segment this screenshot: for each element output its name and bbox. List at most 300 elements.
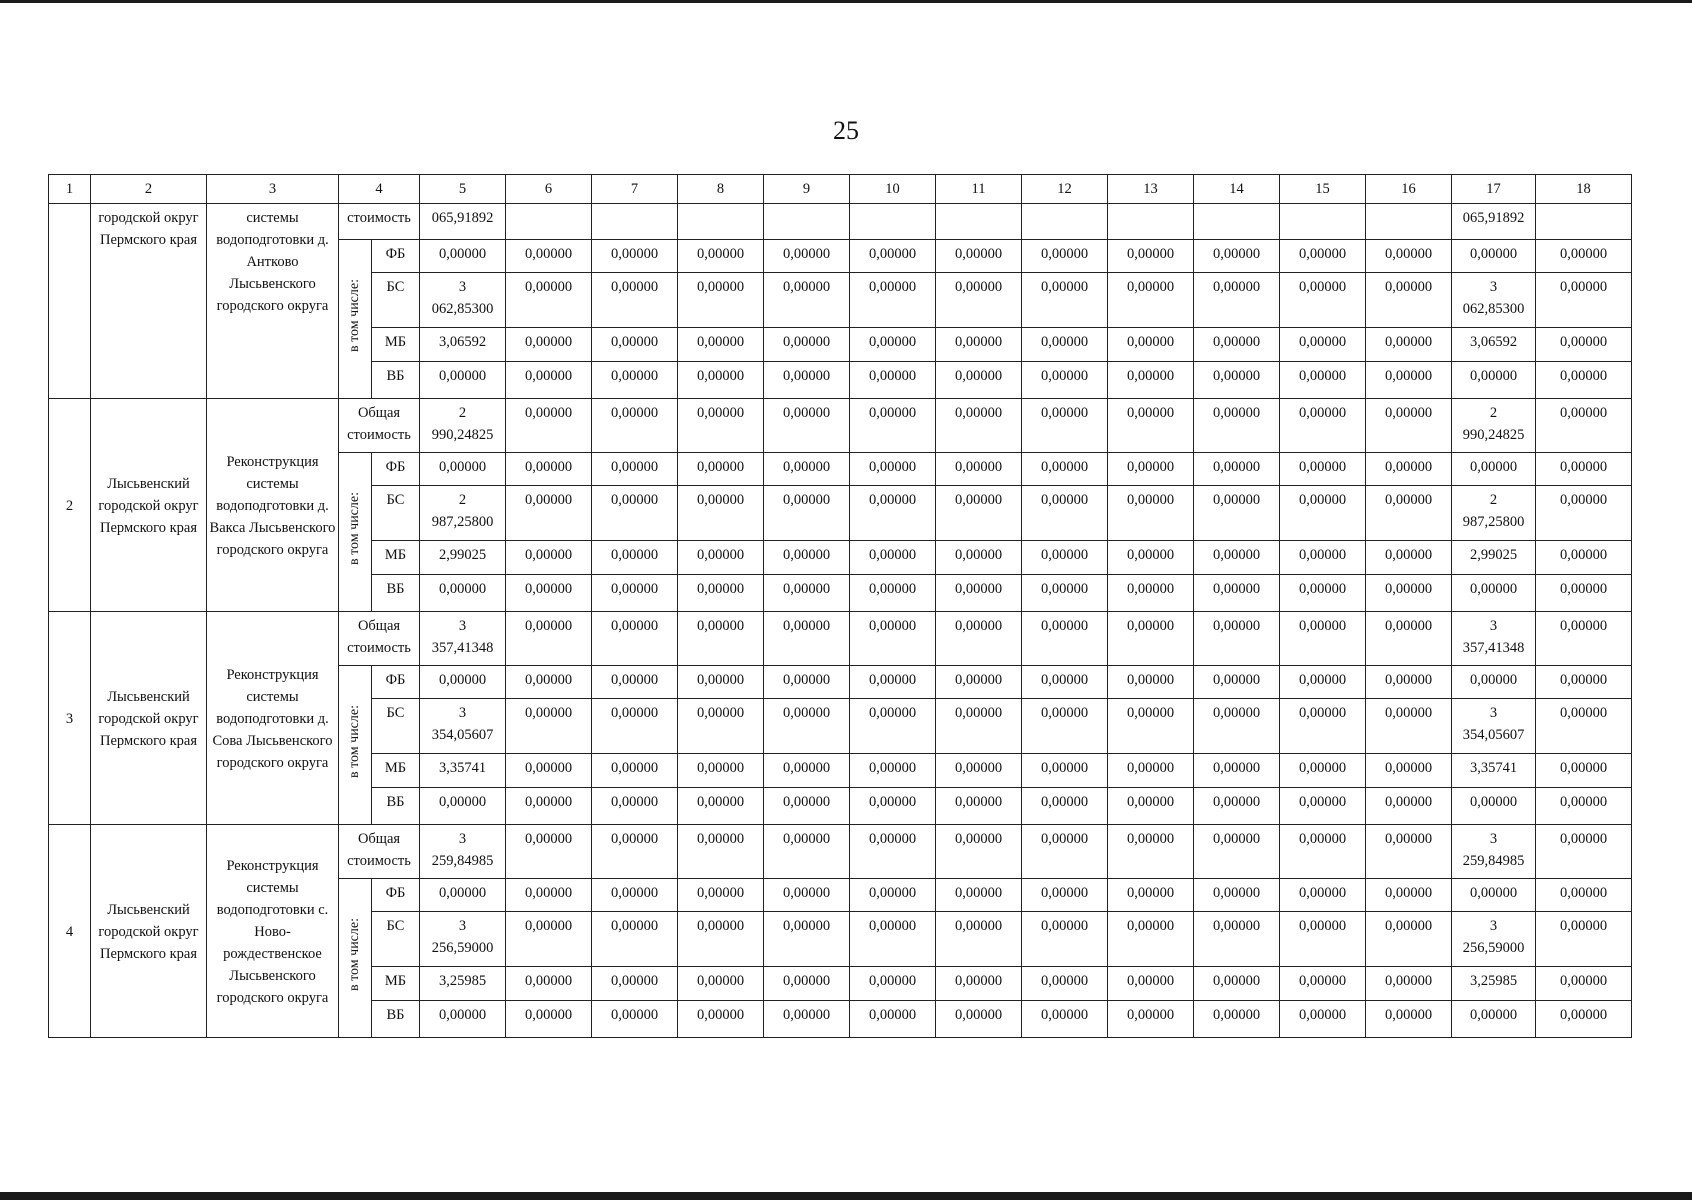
total-col13 xyxy=(1108,204,1194,240)
column-number-2: 2 xyxy=(91,175,207,204)
value-col5: 3,06592 xyxy=(420,328,506,362)
including-label: в том числе: xyxy=(347,279,362,352)
total-col14: 0,00000 xyxy=(1194,612,1280,666)
value-col13: 0,00000 xyxy=(1108,699,1194,754)
total-col7: 0,00000 xyxy=(592,399,678,453)
value-col6: 0,00000 xyxy=(506,666,592,699)
value-col9: 0,00000 xyxy=(764,453,850,486)
column-number-14: 14 xyxy=(1194,175,1280,204)
value-col7: 0,00000 xyxy=(592,967,678,1001)
value-col17: 0,00000 xyxy=(1452,788,1536,825)
value-col11: 0,00000 xyxy=(936,362,1022,399)
value-col14: 0,00000 xyxy=(1194,879,1280,912)
value-col16: 0,00000 xyxy=(1366,240,1452,273)
value-col7: 0,00000 xyxy=(592,273,678,328)
including-label-cell xyxy=(339,240,372,399)
value-col14: 0,00000 xyxy=(1194,575,1280,612)
total-col6: 0,00000 xyxy=(506,399,592,453)
funding-source-1: БС xyxy=(372,486,420,541)
value-col9: 0,00000 xyxy=(764,879,850,912)
value-col9: 0,00000 xyxy=(764,541,850,575)
value-col16: 0,00000 xyxy=(1366,575,1452,612)
total-col15 xyxy=(1280,204,1366,240)
value-col7: 0,00000 xyxy=(592,486,678,541)
value-col5: 0,00000 xyxy=(420,788,506,825)
project-name: Реконструкция системы водоподготовки д. Вакса Лысьвенского городского округа xyxy=(207,399,339,612)
value-col10: 0,00000 xyxy=(850,699,936,754)
scan-top-edge xyxy=(0,0,1692,3)
value-col18: 0,00000 xyxy=(1536,575,1632,612)
value-col9: 0,00000 xyxy=(764,754,850,788)
total-col18: 0,00000 xyxy=(1536,612,1632,666)
column-number-4: 4 xyxy=(339,175,420,204)
funding-source-3: ВБ xyxy=(372,1001,420,1038)
value-col6: 0,00000 xyxy=(506,912,592,967)
value-col14: 0,00000 xyxy=(1194,541,1280,575)
value-col15: 0,00000 xyxy=(1280,967,1366,1001)
value-col14: 0,00000 xyxy=(1194,1001,1280,1038)
value-col13: 0,00000 xyxy=(1108,328,1194,362)
value-col18: 0,00000 xyxy=(1536,666,1632,699)
value-col16: 0,00000 xyxy=(1366,328,1452,362)
value-col6: 0,00000 xyxy=(506,967,592,1001)
value-col12: 0,00000 xyxy=(1022,879,1108,912)
value-col17: 3 062,85300 xyxy=(1452,273,1536,328)
total-col6: 0,00000 xyxy=(506,825,592,879)
value-col5: 0,00000 xyxy=(420,453,506,486)
funding-source-2: МБ xyxy=(372,328,420,362)
total-col12: 0,00000 xyxy=(1022,612,1108,666)
value-col12: 0,00000 xyxy=(1022,788,1108,825)
value-col9: 0,00000 xyxy=(764,328,850,362)
total-col10: 0,00000 xyxy=(850,612,936,666)
value-col13: 0,00000 xyxy=(1108,575,1194,612)
column-number-15: 15 xyxy=(1280,175,1366,204)
value-col13: 0,00000 xyxy=(1108,240,1194,273)
value-col10: 0,00000 xyxy=(850,1001,936,1038)
value-col9: 0,00000 xyxy=(764,967,850,1001)
value-col18: 0,00000 xyxy=(1536,879,1632,912)
total-col9: 0,00000 xyxy=(764,612,850,666)
value-col5: 2 987,25800 xyxy=(420,486,506,541)
total-col6: 0,00000 xyxy=(506,612,592,666)
value-col8: 0,00000 xyxy=(678,699,764,754)
value-col7: 0,00000 xyxy=(592,788,678,825)
value-col5: 0,00000 xyxy=(420,575,506,612)
value-col17: 3,25985 xyxy=(1452,967,1536,1001)
value-col18: 0,00000 xyxy=(1536,486,1632,541)
municipality-name: городской округ Пермского края xyxy=(91,204,207,399)
value-col11: 0,00000 xyxy=(936,486,1022,541)
value-col15: 0,00000 xyxy=(1280,240,1366,273)
value-col12: 0,00000 xyxy=(1022,754,1108,788)
funding-source-0: ФБ xyxy=(372,879,420,912)
total-col9 xyxy=(764,204,850,240)
municipality-name: Лысьвенский городской округ Пермского края xyxy=(91,825,207,1038)
value-col13: 0,00000 xyxy=(1108,273,1194,328)
value-col18: 0,00000 xyxy=(1536,328,1632,362)
value-col12: 0,00000 xyxy=(1022,328,1108,362)
total-col16: 0,00000 xyxy=(1366,399,1452,453)
value-col7: 0,00000 xyxy=(592,912,678,967)
value-col18: 0,00000 xyxy=(1536,362,1632,399)
budget-table xyxy=(48,174,1632,1038)
value-col15: 0,00000 xyxy=(1280,1001,1366,1038)
total-col18 xyxy=(1536,204,1632,240)
total-col7: 0,00000 xyxy=(592,825,678,879)
value-col16: 0,00000 xyxy=(1366,362,1452,399)
column-number-1: 1 xyxy=(49,175,91,204)
column-number-12: 12 xyxy=(1022,175,1108,204)
value-col12: 0,00000 xyxy=(1022,453,1108,486)
value-col10: 0,00000 xyxy=(850,486,936,541)
column-number-10: 10 xyxy=(850,175,936,204)
table-row xyxy=(49,204,1632,240)
value-col16: 0,00000 xyxy=(1366,666,1452,699)
funding-source-0: ФБ xyxy=(372,240,420,273)
value-col10: 0,00000 xyxy=(850,754,936,788)
value-col11: 0,00000 xyxy=(936,912,1022,967)
value-col11: 0,00000 xyxy=(936,879,1022,912)
value-col17: 0,00000 xyxy=(1452,453,1536,486)
value-col12: 0,00000 xyxy=(1022,699,1108,754)
value-col9: 0,00000 xyxy=(764,1001,850,1038)
total-col13: 0,00000 xyxy=(1108,399,1194,453)
total-col16: 0,00000 xyxy=(1366,825,1452,879)
value-col15: 0,00000 xyxy=(1280,362,1366,399)
value-col16: 0,00000 xyxy=(1366,754,1452,788)
value-col12: 0,00000 xyxy=(1022,240,1108,273)
value-col6: 0,00000 xyxy=(506,486,592,541)
value-col15: 0,00000 xyxy=(1280,788,1366,825)
total-col14: 0,00000 xyxy=(1194,399,1280,453)
value-col8: 0,00000 xyxy=(678,754,764,788)
value-col16: 0,00000 xyxy=(1366,699,1452,754)
value-col5: 3,35741 xyxy=(420,754,506,788)
value-col16: 0,00000 xyxy=(1366,912,1452,967)
value-col17: 3,35741 xyxy=(1452,754,1536,788)
value-col6: 0,00000 xyxy=(506,541,592,575)
project-name: Реконструкция системы водоподготовки д. Сова Лысьвенского городского округа xyxy=(207,612,339,825)
column-number-9: 9 xyxy=(764,175,850,204)
value-col13: 0,00000 xyxy=(1108,912,1194,967)
row-number: 4 xyxy=(49,825,91,1038)
value-col9: 0,00000 xyxy=(764,912,850,967)
value-col15: 0,00000 xyxy=(1280,541,1366,575)
value-col13: 0,00000 xyxy=(1108,879,1194,912)
value-col18: 0,00000 xyxy=(1536,273,1632,328)
total-cost-label: Общая стоимость xyxy=(339,399,420,453)
value-col17: 0,00000 xyxy=(1452,362,1536,399)
column-number-18: 18 xyxy=(1536,175,1632,204)
total-cost-label: Общая стоимость xyxy=(339,825,420,879)
value-col7: 0,00000 xyxy=(592,879,678,912)
value-col9: 0,00000 xyxy=(764,575,850,612)
total-col12: 0,00000 xyxy=(1022,399,1108,453)
value-col7: 0,00000 xyxy=(592,754,678,788)
value-col12: 0,00000 xyxy=(1022,967,1108,1001)
funding-source-2: МБ xyxy=(372,967,420,1001)
value-col13: 0,00000 xyxy=(1108,666,1194,699)
value-col10: 0,00000 xyxy=(850,240,936,273)
value-col11: 0,00000 xyxy=(936,967,1022,1001)
value-col8: 0,00000 xyxy=(678,879,764,912)
value-col17: 3,06592 xyxy=(1452,328,1536,362)
value-col8: 0,00000 xyxy=(678,328,764,362)
value-col7: 0,00000 xyxy=(592,575,678,612)
total-col11: 0,00000 xyxy=(936,612,1022,666)
value-col11: 0,00000 xyxy=(936,699,1022,754)
value-col10: 0,00000 xyxy=(850,541,936,575)
page-number: 25 xyxy=(833,116,859,145)
value-col16: 0,00000 xyxy=(1366,486,1452,541)
value-col14: 0,00000 xyxy=(1194,666,1280,699)
total-col13: 0,00000 xyxy=(1108,612,1194,666)
row-number xyxy=(49,204,91,399)
value-col11: 0,00000 xyxy=(936,328,1022,362)
value-col18: 0,00000 xyxy=(1536,788,1632,825)
value-col11: 0,00000 xyxy=(936,754,1022,788)
value-col8: 0,00000 xyxy=(678,486,764,541)
value-col14: 0,00000 xyxy=(1194,754,1280,788)
total-col15: 0,00000 xyxy=(1280,825,1366,879)
value-col13: 0,00000 xyxy=(1108,788,1194,825)
including-label: в том числе: xyxy=(347,705,362,778)
column-number-8: 8 xyxy=(678,175,764,204)
value-col14: 0,00000 xyxy=(1194,453,1280,486)
column-number-11: 11 xyxy=(936,175,1022,204)
value-col11: 0,00000 xyxy=(936,273,1022,328)
table-row xyxy=(49,399,1632,453)
value-col8: 0,00000 xyxy=(678,788,764,825)
total-col11: 0,00000 xyxy=(936,399,1022,453)
total-col6 xyxy=(506,204,592,240)
value-col17: 0,00000 xyxy=(1452,879,1536,912)
column-number-16: 16 xyxy=(1366,175,1452,204)
value-col14: 0,00000 xyxy=(1194,273,1280,328)
total-col7: 0,00000 xyxy=(592,612,678,666)
value-col12: 0,00000 xyxy=(1022,666,1108,699)
value-col5: 0,00000 xyxy=(420,1001,506,1038)
funding-source-0: ФБ xyxy=(372,666,420,699)
value-col13: 0,00000 xyxy=(1108,453,1194,486)
value-col6: 0,00000 xyxy=(506,699,592,754)
total-col13: 0,00000 xyxy=(1108,825,1194,879)
value-col18: 0,00000 xyxy=(1536,453,1632,486)
funding-source-3: ВБ xyxy=(372,575,420,612)
total-col15: 0,00000 xyxy=(1280,399,1366,453)
including-label: в том числе: xyxy=(347,492,362,565)
total-col7 xyxy=(592,204,678,240)
total-col8: 0,00000 xyxy=(678,612,764,666)
value-col7: 0,00000 xyxy=(592,328,678,362)
value-col14: 0,00000 xyxy=(1194,328,1280,362)
total-col17: 065,91892 xyxy=(1452,204,1536,240)
value-col12: 0,00000 xyxy=(1022,575,1108,612)
value-col12: 0,00000 xyxy=(1022,1001,1108,1038)
value-col13: 0,00000 xyxy=(1108,754,1194,788)
value-col11: 0,00000 xyxy=(936,1001,1022,1038)
value-col6: 0,00000 xyxy=(506,879,592,912)
total-col12 xyxy=(1022,204,1108,240)
value-col15: 0,00000 xyxy=(1280,453,1366,486)
value-col15: 0,00000 xyxy=(1280,273,1366,328)
total-col14: 0,00000 xyxy=(1194,825,1280,879)
value-col18: 0,00000 xyxy=(1536,1001,1632,1038)
total-col11: 0,00000 xyxy=(936,825,1022,879)
value-col5: 0,00000 xyxy=(420,362,506,399)
value-col18: 0,00000 xyxy=(1536,754,1632,788)
header-row xyxy=(49,175,1632,204)
value-col8: 0,00000 xyxy=(678,240,764,273)
column-number-6: 6 xyxy=(506,175,592,204)
value-col6: 0,00000 xyxy=(506,1001,592,1038)
total-col14 xyxy=(1194,204,1280,240)
total-cost-label: стоимость xyxy=(339,204,420,240)
value-col14: 0,00000 xyxy=(1194,240,1280,273)
value-col15: 0,00000 xyxy=(1280,575,1366,612)
value-col5: 0,00000 xyxy=(420,879,506,912)
value-col13: 0,00000 xyxy=(1108,1001,1194,1038)
value-col9: 0,00000 xyxy=(764,362,850,399)
total-col10: 0,00000 xyxy=(850,399,936,453)
funding-source-2: МБ xyxy=(372,541,420,575)
value-col8: 0,00000 xyxy=(678,575,764,612)
value-col11: 0,00000 xyxy=(936,453,1022,486)
value-col10: 0,00000 xyxy=(850,453,936,486)
value-col14: 0,00000 xyxy=(1194,967,1280,1001)
value-col10: 0,00000 xyxy=(850,912,936,967)
value-col12: 0,00000 xyxy=(1022,912,1108,967)
value-col7: 0,00000 xyxy=(592,541,678,575)
value-col6: 0,00000 xyxy=(506,754,592,788)
funding-source-0: ФБ xyxy=(372,453,420,486)
value-col16: 0,00000 xyxy=(1366,273,1452,328)
total-col5: 2 990,24825 xyxy=(420,399,506,453)
value-col8: 0,00000 xyxy=(678,273,764,328)
value-col8: 0,00000 xyxy=(678,362,764,399)
value-col13: 0,00000 xyxy=(1108,541,1194,575)
value-col14: 0,00000 xyxy=(1194,788,1280,825)
column-number-13: 13 xyxy=(1108,175,1194,204)
total-cost-label: Общая стоимость xyxy=(339,612,420,666)
value-col18: 0,00000 xyxy=(1536,240,1632,273)
value-col16: 0,00000 xyxy=(1366,1001,1452,1038)
funding-source-1: БС xyxy=(372,699,420,754)
value-col15: 0,00000 xyxy=(1280,754,1366,788)
value-col11: 0,00000 xyxy=(936,541,1022,575)
value-col8: 0,00000 xyxy=(678,1001,764,1038)
total-col5: 3 259,84985 xyxy=(420,825,506,879)
value-col13: 0,00000 xyxy=(1108,486,1194,541)
value-col17: 0,00000 xyxy=(1452,1001,1536,1038)
value-col8: 0,00000 xyxy=(678,912,764,967)
value-col5: 3,25985 xyxy=(420,967,506,1001)
value-col16: 0,00000 xyxy=(1366,879,1452,912)
table-body xyxy=(49,175,1632,1038)
value-col7: 0,00000 xyxy=(592,240,678,273)
value-col8: 0,00000 xyxy=(678,453,764,486)
total-col9: 0,00000 xyxy=(764,825,850,879)
total-col18: 0,00000 xyxy=(1536,399,1632,453)
value-col6: 0,00000 xyxy=(506,240,592,273)
value-col10: 0,00000 xyxy=(850,575,936,612)
value-col17: 2,99025 xyxy=(1452,541,1536,575)
funding-source-3: ВБ xyxy=(372,788,420,825)
value-col17: 0,00000 xyxy=(1452,575,1536,612)
value-col8: 0,00000 xyxy=(678,666,764,699)
value-col9: 0,00000 xyxy=(764,699,850,754)
value-col17: 2 987,25800 xyxy=(1452,486,1536,541)
value-col5: 3 062,85300 xyxy=(420,273,506,328)
total-col11 xyxy=(936,204,1022,240)
including-label: в том числе: xyxy=(347,918,362,991)
value-col10: 0,00000 xyxy=(850,879,936,912)
value-col5: 2,99025 xyxy=(420,541,506,575)
value-col18: 0,00000 xyxy=(1536,967,1632,1001)
value-col11: 0,00000 xyxy=(936,240,1022,273)
value-col8: 0,00000 xyxy=(678,967,764,1001)
including-label-cell xyxy=(339,879,372,1038)
value-col6: 0,00000 xyxy=(506,362,592,399)
value-col10: 0,00000 xyxy=(850,967,936,1001)
value-col15: 0,00000 xyxy=(1280,879,1366,912)
value-col7: 0,00000 xyxy=(592,1001,678,1038)
total-col18: 0,00000 xyxy=(1536,825,1632,879)
value-col7: 0,00000 xyxy=(592,453,678,486)
value-col6: 0,00000 xyxy=(506,273,592,328)
value-col12: 0,00000 xyxy=(1022,486,1108,541)
value-col10: 0,00000 xyxy=(850,273,936,328)
value-col14: 0,00000 xyxy=(1194,699,1280,754)
value-col11: 0,00000 xyxy=(936,788,1022,825)
total-col8: 0,00000 xyxy=(678,399,764,453)
value-col17: 0,00000 xyxy=(1452,240,1536,273)
row-number: 3 xyxy=(49,612,91,825)
column-number-7: 7 xyxy=(592,175,678,204)
project-name: Реконструкция системы водоподготовки с. Ново-рождественское Лысьвенского городского округа xyxy=(207,825,339,1038)
total-col16: 0,00000 xyxy=(1366,612,1452,666)
total-col12: 0,00000 xyxy=(1022,825,1108,879)
value-col10: 0,00000 xyxy=(850,788,936,825)
scan-bottom-edge xyxy=(0,1192,1692,1200)
funding-source-1: БС xyxy=(372,273,420,328)
value-col13: 0,00000 xyxy=(1108,967,1194,1001)
column-number-5: 5 xyxy=(420,175,506,204)
value-col18: 0,00000 xyxy=(1536,699,1632,754)
value-col9: 0,00000 xyxy=(764,273,850,328)
funding-source-3: ВБ xyxy=(372,362,420,399)
total-col8: 0,00000 xyxy=(678,825,764,879)
value-col15: 0,00000 xyxy=(1280,328,1366,362)
value-col16: 0,00000 xyxy=(1366,541,1452,575)
value-col18: 0,00000 xyxy=(1536,541,1632,575)
value-col9: 0,00000 xyxy=(764,788,850,825)
municipality-name: Лысьвенский городской округ Пермского края xyxy=(91,612,207,825)
value-col9: 0,00000 xyxy=(764,240,850,273)
value-col15: 0,00000 xyxy=(1280,666,1366,699)
value-col16: 0,00000 xyxy=(1366,788,1452,825)
value-col6: 0,00000 xyxy=(506,328,592,362)
value-col14: 0,00000 xyxy=(1194,912,1280,967)
value-col16: 0,00000 xyxy=(1366,967,1452,1001)
value-col6: 0,00000 xyxy=(506,575,592,612)
value-col14: 0,00000 xyxy=(1194,486,1280,541)
column-number-17: 17 xyxy=(1452,175,1536,204)
value-col8: 0,00000 xyxy=(678,541,764,575)
value-col9: 0,00000 xyxy=(764,486,850,541)
table-row xyxy=(49,612,1632,666)
